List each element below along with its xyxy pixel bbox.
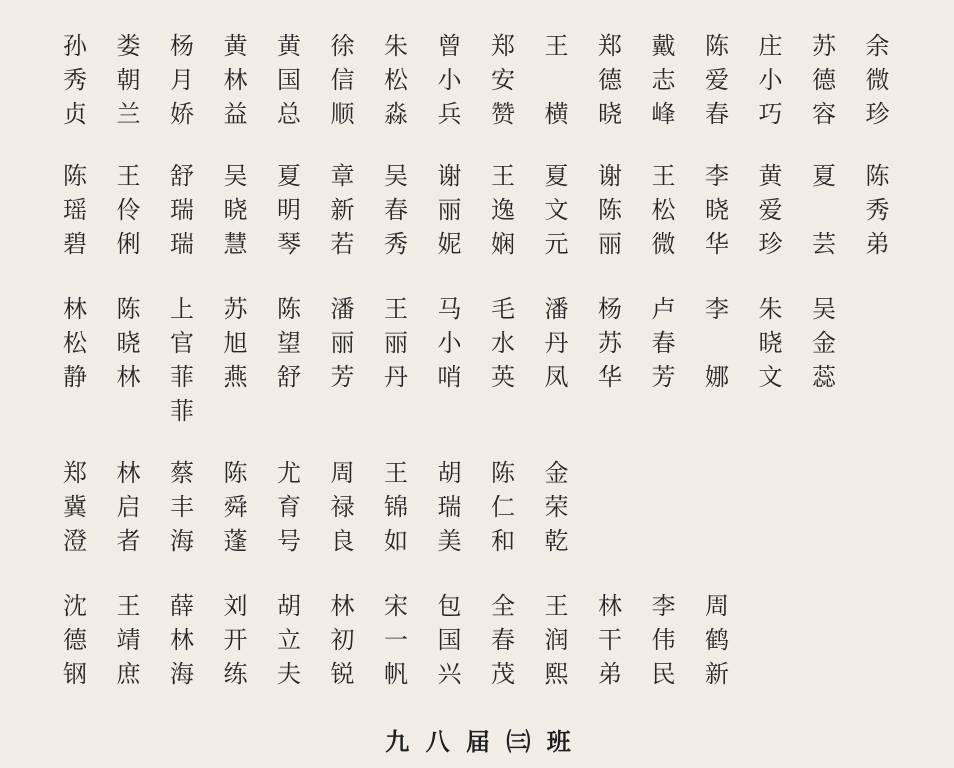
name-character: 钢 xyxy=(63,660,87,688)
name-character: 陈 xyxy=(705,32,729,60)
name-character xyxy=(537,64,577,96)
name-character: 松 xyxy=(63,329,87,357)
name-character: 小 xyxy=(437,329,462,357)
name-character: 吴 xyxy=(223,162,248,190)
name-character: 德 xyxy=(63,626,87,654)
name-character: 曾 xyxy=(437,32,462,60)
name-character: 舜 xyxy=(223,493,248,521)
name-character: 谢 xyxy=(437,162,462,190)
name-character: 丽 xyxy=(384,329,408,357)
name-character: 舒 xyxy=(277,363,301,391)
name-character: 官 xyxy=(170,329,194,357)
name-character: 夫 xyxy=(277,660,301,688)
name-character: 靖 xyxy=(116,626,141,654)
name-character: 秀 xyxy=(63,66,87,94)
name-character: 兰 xyxy=(116,100,141,128)
name-character: 小 xyxy=(758,66,783,94)
name-character: 蓬 xyxy=(223,527,248,555)
name-character: 伶 xyxy=(116,196,141,224)
name-character: 仁 xyxy=(491,493,515,521)
name-character: 德 xyxy=(598,66,622,94)
name-character: 谢 xyxy=(598,162,622,190)
name-character: 凤 xyxy=(544,363,569,391)
name-character: 春 xyxy=(384,196,408,224)
name-character: 号 xyxy=(277,527,301,555)
name-character: 蔡 xyxy=(170,459,194,487)
name-character: 爱 xyxy=(705,66,729,94)
name-character: 荣 xyxy=(544,493,569,521)
name-character: 哨 xyxy=(437,363,462,391)
name-character: 珍 xyxy=(865,100,890,128)
name-character: 林 xyxy=(116,363,141,391)
name-character: 全 xyxy=(491,592,515,620)
name-character: 伟 xyxy=(651,626,676,654)
name-character: 林 xyxy=(170,626,194,654)
name-character: 潘 xyxy=(544,295,569,323)
name-character: 陈 xyxy=(598,196,622,224)
name-character: 旭 xyxy=(223,329,248,357)
name-character: 巧 xyxy=(758,100,783,128)
name-character: 金 xyxy=(544,459,569,487)
name-character: 晓 xyxy=(116,329,141,357)
name-character: 微 xyxy=(865,66,890,94)
name-character: 文 xyxy=(758,363,783,391)
name-character: 练 xyxy=(223,660,248,688)
name-character: 芳 xyxy=(651,363,676,391)
name-character: 丹 xyxy=(384,363,408,391)
name-character: 干 xyxy=(598,626,622,654)
name-character: 金 xyxy=(812,329,836,357)
name-character xyxy=(804,194,844,226)
name-character: 陈 xyxy=(223,459,248,487)
name-character: 妮 xyxy=(437,230,462,258)
name-character: 益 xyxy=(223,100,248,128)
name-character: 陈 xyxy=(277,295,301,323)
name-character: 胡 xyxy=(437,459,462,487)
name-character: 李 xyxy=(705,295,729,323)
name-character: 民 xyxy=(651,660,676,688)
name-character: 苏 xyxy=(812,32,836,60)
name-character: 晓 xyxy=(223,196,248,224)
name-character: 英 xyxy=(491,363,515,391)
name-character: 娇 xyxy=(170,100,194,128)
name-character: 微 xyxy=(651,230,676,258)
name-character: 瑞 xyxy=(170,230,194,258)
name-character: 元 xyxy=(544,230,569,258)
name-character: 吴 xyxy=(812,295,836,323)
name-character: 顺 xyxy=(330,100,355,128)
name-character: 月 xyxy=(170,66,194,94)
name-character: 庄 xyxy=(758,32,783,60)
name-character: 余 xyxy=(865,32,890,60)
name-character: 启 xyxy=(116,493,141,521)
name-character: 丽 xyxy=(598,230,622,258)
name-character: 王 xyxy=(116,162,141,190)
name-character: 良 xyxy=(330,527,355,555)
name-character: 松 xyxy=(384,66,408,94)
name-character: 丰 xyxy=(170,493,194,521)
name-character xyxy=(697,327,737,359)
name-character: 燕 xyxy=(223,363,248,391)
name-character: 王 xyxy=(116,592,141,620)
name-character: 峰 xyxy=(651,100,676,128)
name-character: 瑶 xyxy=(63,196,87,224)
name-character: 瑞 xyxy=(170,196,194,224)
name-character: 芳 xyxy=(330,363,355,391)
name-character: 润 xyxy=(544,626,569,654)
name-character: 王 xyxy=(544,592,569,620)
name-character: 逸 xyxy=(491,196,515,224)
name-character: 林 xyxy=(598,592,622,620)
name-character: 育 xyxy=(277,493,301,521)
name-character: 郑 xyxy=(598,32,622,60)
name-character: 周 xyxy=(705,592,729,620)
name-character: 秀 xyxy=(865,196,890,224)
name-character: 德 xyxy=(812,66,836,94)
name-character: 林 xyxy=(330,592,355,620)
name-character: 丹 xyxy=(544,329,569,357)
name-character: 胡 xyxy=(277,592,301,620)
name-character: 者 xyxy=(116,527,141,555)
name-character: 陈 xyxy=(865,162,890,190)
name-character: 晓 xyxy=(598,100,622,128)
name-character: 禄 xyxy=(330,493,355,521)
name-character: 林 xyxy=(223,66,248,94)
name-character: 尤 xyxy=(277,459,301,487)
name-character: 王 xyxy=(384,295,408,323)
name-character: 马 xyxy=(437,295,462,323)
name-character: 春 xyxy=(491,626,515,654)
name-character: 徐 xyxy=(330,32,355,60)
name-character: 菲 xyxy=(170,397,194,425)
name-character: 华 xyxy=(598,363,622,391)
name-character: 兴 xyxy=(437,660,462,688)
name-character: 包 xyxy=(437,592,462,620)
name-character: 丽 xyxy=(330,329,355,357)
name-character: 静 xyxy=(63,363,87,391)
name-character: 弟 xyxy=(865,230,890,258)
name-character: 淼 xyxy=(384,100,408,128)
name-character: 娜 xyxy=(705,363,729,391)
name-character: 琴 xyxy=(277,230,301,258)
name-character: 新 xyxy=(705,660,729,688)
name-character: 庶 xyxy=(116,660,141,688)
name-character: 熙 xyxy=(544,660,569,688)
name-character: 李 xyxy=(705,162,729,190)
name-character: 蕊 xyxy=(812,363,836,391)
name-character: 安 xyxy=(491,66,515,94)
name-character: 春 xyxy=(705,100,729,128)
name-character: 王 xyxy=(651,162,676,190)
name-character: 章 xyxy=(330,162,355,190)
name-character: 澄 xyxy=(63,527,87,555)
name-character: 开 xyxy=(223,626,248,654)
name-character: 珍 xyxy=(758,230,783,258)
name-character: 慧 xyxy=(223,230,248,258)
name-character: 和 xyxy=(491,527,515,555)
name-character: 周 xyxy=(330,459,355,487)
name-character: 海 xyxy=(170,527,194,555)
name-character: 芸 xyxy=(812,230,836,258)
name-character: 王 xyxy=(544,32,569,60)
name-character: 陈 xyxy=(116,295,141,323)
name-character: 刘 xyxy=(223,592,248,620)
name-character: 总 xyxy=(277,100,301,128)
name-character: 朝 xyxy=(116,66,141,94)
name-character: 丽 xyxy=(437,196,462,224)
name-character: 吴 xyxy=(384,162,408,190)
name-character: 毛 xyxy=(491,295,515,323)
name-character: 帆 xyxy=(384,660,408,688)
name-character: 苏 xyxy=(223,295,248,323)
name-character: 杨 xyxy=(598,295,622,323)
name-character: 如 xyxy=(384,527,408,555)
name-character: 王 xyxy=(491,162,515,190)
name-character: 郑 xyxy=(63,459,87,487)
name-character: 弟 xyxy=(598,660,622,688)
name-character: 贞 xyxy=(63,100,87,128)
name-character: 沈 xyxy=(63,592,87,620)
name-character: 上 xyxy=(170,295,194,323)
name-character: 夏 xyxy=(812,162,836,190)
name-character: 林 xyxy=(63,295,87,323)
name-character: 文 xyxy=(544,196,569,224)
name-character: 夏 xyxy=(277,162,301,190)
name-character: 碧 xyxy=(63,230,87,258)
name-character: 俐 xyxy=(116,230,141,258)
name-character: 志 xyxy=(651,66,676,94)
name-character: 初 xyxy=(330,626,355,654)
name-character: 松 xyxy=(651,196,676,224)
name-character: 水 xyxy=(491,329,515,357)
name-character: 茂 xyxy=(491,660,515,688)
name-character: 郑 xyxy=(491,32,515,60)
name-character: 华 xyxy=(705,230,729,258)
name-character: 舒 xyxy=(170,162,194,190)
name-character: 孙 xyxy=(63,32,87,60)
name-character: 鹤 xyxy=(705,626,729,654)
name-character: 新 xyxy=(330,196,355,224)
name-character: 冀 xyxy=(63,493,87,521)
name-character: 一 xyxy=(384,626,408,654)
name-character: 晓 xyxy=(758,329,783,357)
name-character: 王 xyxy=(384,459,408,487)
name-character: 锐 xyxy=(330,660,355,688)
name-character: 夏 xyxy=(544,162,569,190)
name-character: 陈 xyxy=(63,162,87,190)
name-character: 薛 xyxy=(170,592,194,620)
name-character: 宋 xyxy=(384,592,408,620)
name-character: 国 xyxy=(277,66,301,94)
name-character: 菲 xyxy=(170,363,194,391)
name-character: 陈 xyxy=(491,459,515,487)
name-character: 杨 xyxy=(170,32,194,60)
name-character: 苏 xyxy=(598,329,622,357)
name-character: 乾 xyxy=(544,527,569,555)
name-character: 赞 xyxy=(491,100,515,128)
name-character: 黄 xyxy=(277,32,301,60)
name-character: 锦 xyxy=(384,493,408,521)
name-character: 娄 xyxy=(116,32,141,60)
class-caption: 九 八 届 ㈢ 班 xyxy=(385,728,575,756)
name-character: 若 xyxy=(330,230,355,258)
name-character: 瑞 xyxy=(437,493,462,521)
name-character: 美 xyxy=(437,527,462,555)
name-character: 朱 xyxy=(758,295,783,323)
name-character: 戴 xyxy=(651,32,676,60)
name-character: 明 xyxy=(277,196,301,224)
name-character: 娴 xyxy=(491,230,515,258)
name-character: 容 xyxy=(812,100,836,128)
name-character: 国 xyxy=(437,626,462,654)
name-character: 立 xyxy=(277,626,301,654)
name-character: 李 xyxy=(651,592,676,620)
name-character: 晓 xyxy=(705,196,729,224)
name-character: 横 xyxy=(544,100,569,128)
name-character: 春 xyxy=(651,329,676,357)
name-character: 林 xyxy=(116,459,141,487)
name-character: 黄 xyxy=(223,32,248,60)
name-character: 兵 xyxy=(437,100,462,128)
name-character: 朱 xyxy=(384,32,408,60)
name-character: 海 xyxy=(170,660,194,688)
name-character: 潘 xyxy=(330,295,355,323)
name-character: 黄 xyxy=(758,162,783,190)
name-character: 信 xyxy=(330,66,355,94)
name-character: 爱 xyxy=(758,196,783,224)
name-character: 卢 xyxy=(651,295,676,323)
name-character: 秀 xyxy=(384,230,408,258)
name-character: 小 xyxy=(437,66,462,94)
name-character: 望 xyxy=(277,329,301,357)
